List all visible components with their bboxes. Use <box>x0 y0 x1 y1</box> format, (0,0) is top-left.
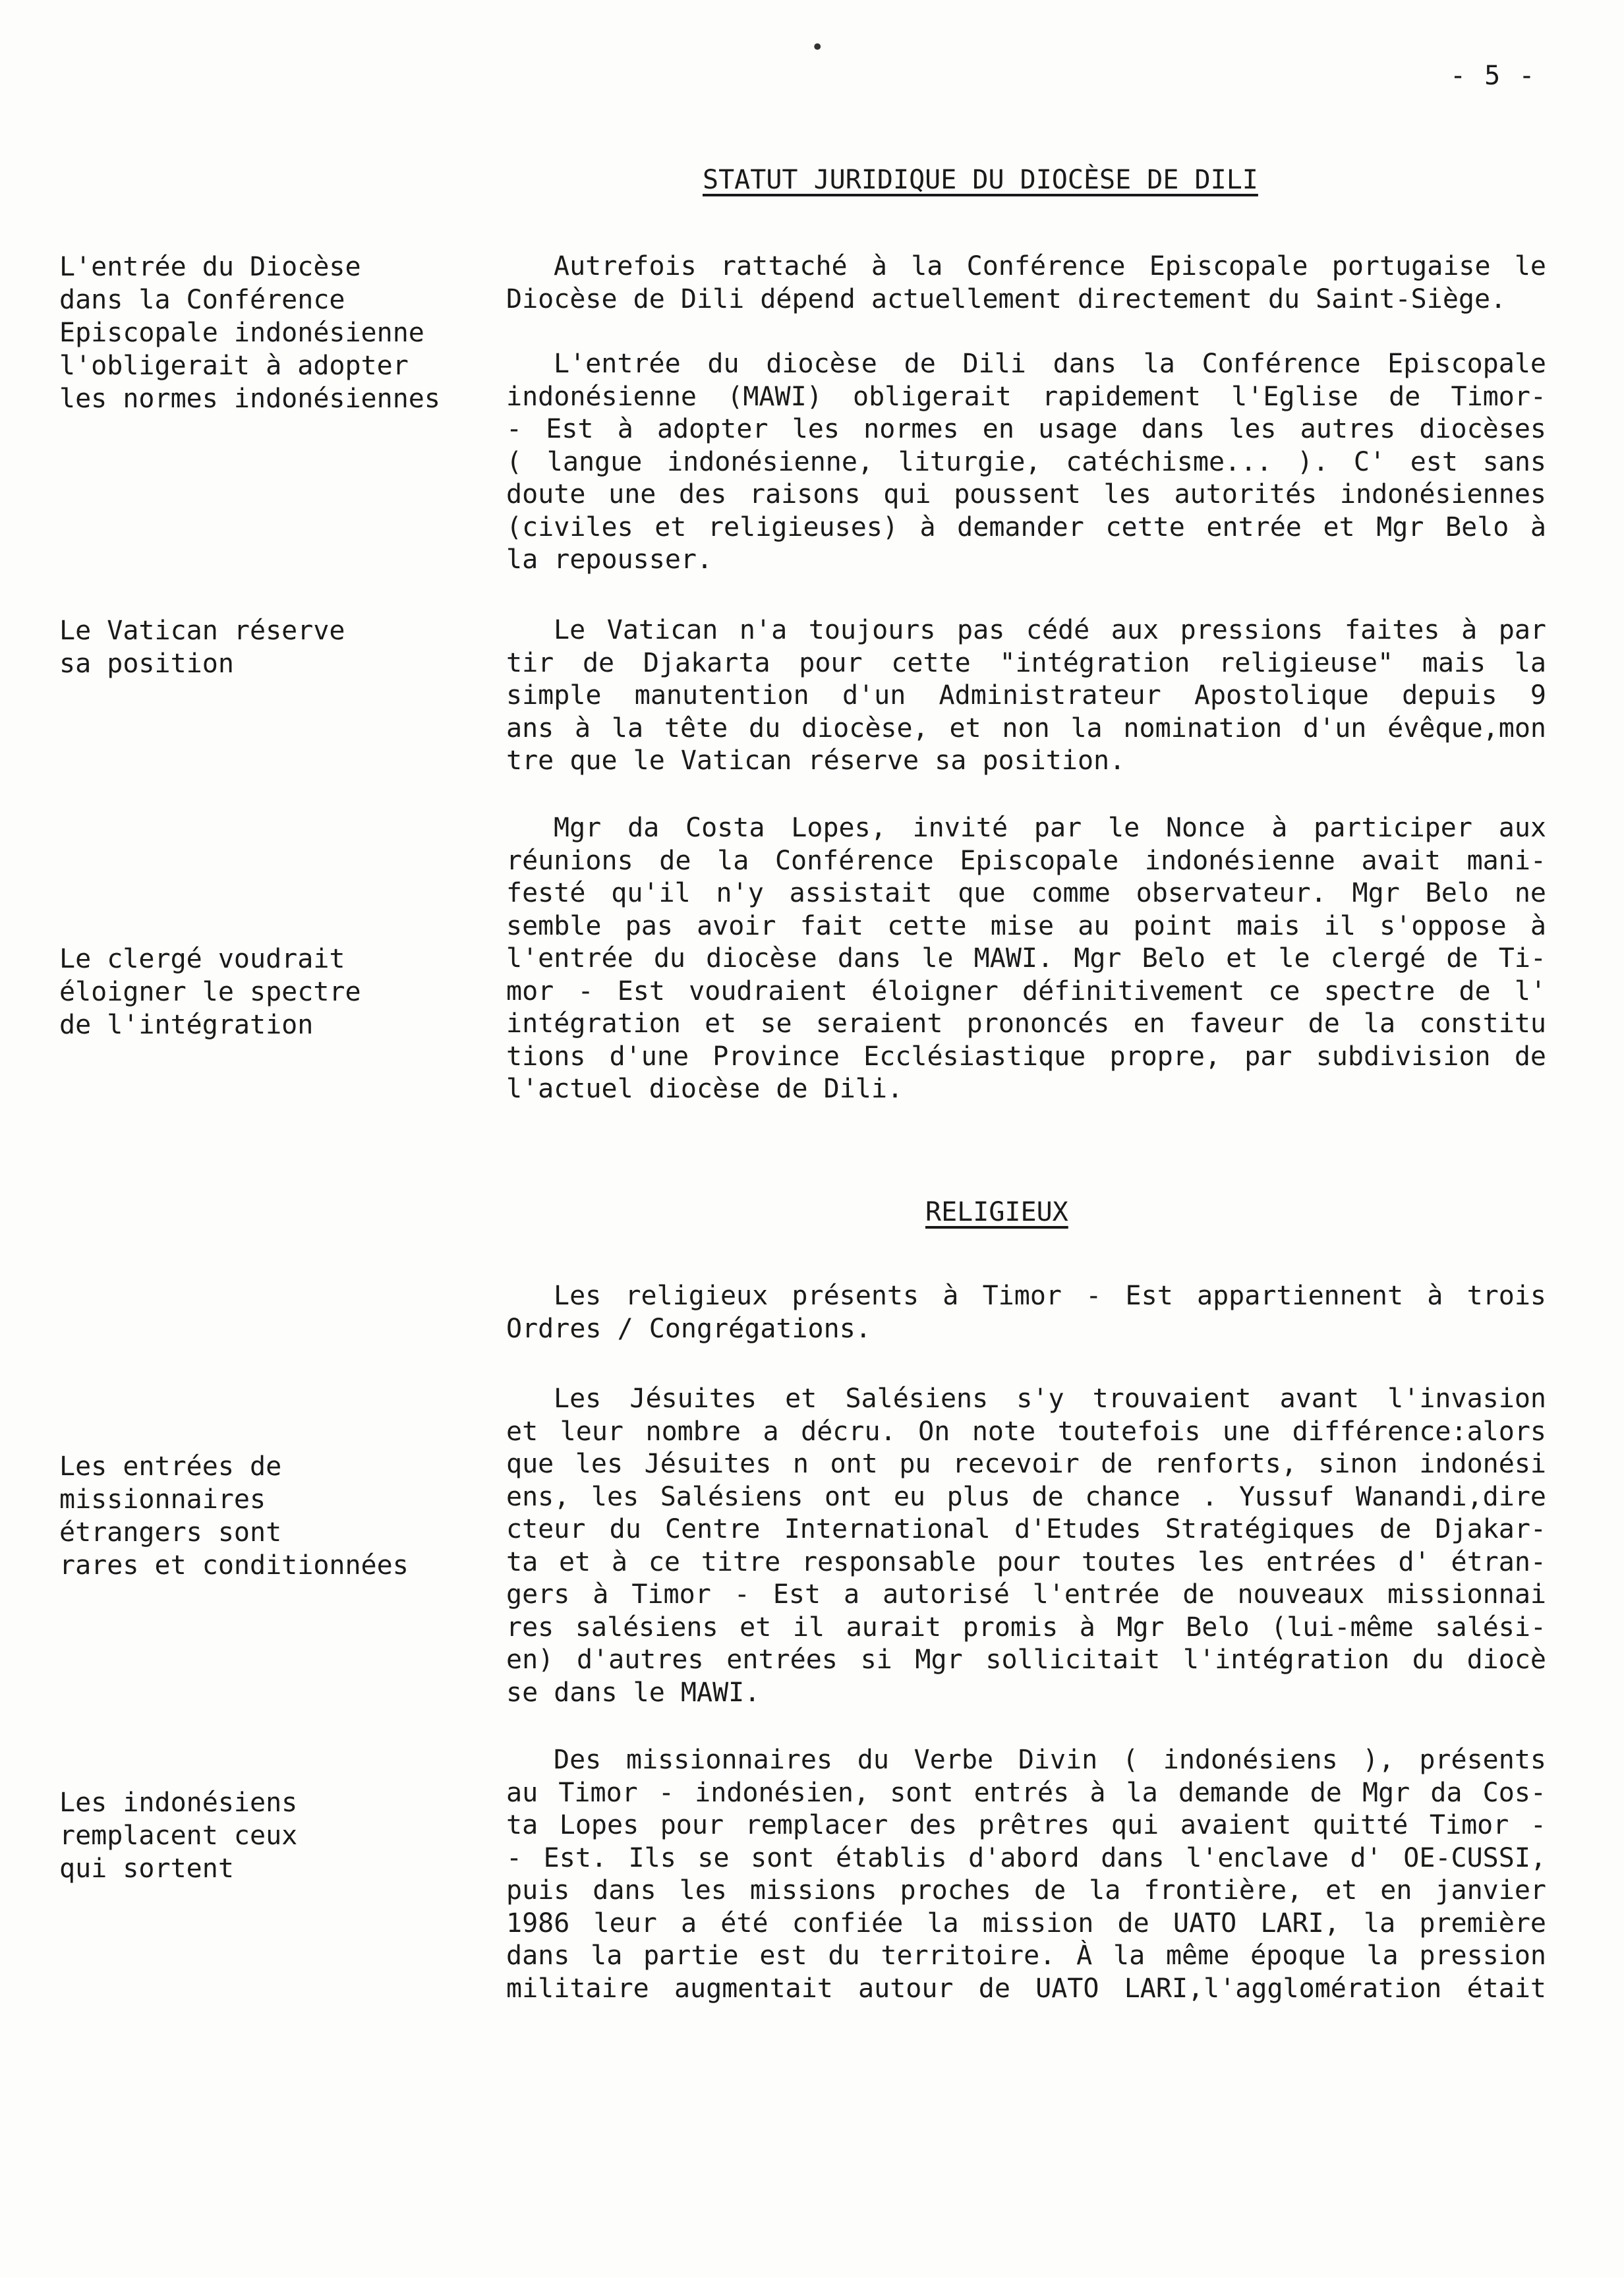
section-heading-religieux: RELIGIEUX <box>925 1197 1068 1227</box>
note-line: sa position <box>59 649 234 679</box>
paragraph-line: gers à Timor - Est a autorisé l'entrée de nouveaux missionnai <box>506 1579 1546 1610</box>
note-line: L'entrée du Diocèse <box>59 252 361 282</box>
paragraph-line: et leur nombre a décru. On note toutefois une différence:alors <box>506 1416 1546 1447</box>
paragraph-line: ans à la tête du diocèse, et non la nomination d'un évêque,mon <box>506 713 1546 744</box>
margin-note-entrees-missionnaires <box>59 1450 468 1582</box>
paragraph-line: ta Lopes pour remplacer des prêtres qui avaient quitté Timor - <box>506 1810 1546 1840</box>
section-heading-statut-juridique: STATUT JURIDIQUE DU DIOCÈSE DE DILI <box>703 165 1258 195</box>
paragraph-line: 1986 leur a été confiée la mission de UATO LARI, la première <box>506 1908 1546 1939</box>
paragraph-line: Les religieux présents à Timor - Est appartiennent à trois <box>554 1281 1546 1311</box>
top-mark: • <box>811 34 825 61</box>
note-line: l'obligerait à adopter <box>59 351 409 381</box>
paragraph-line: ens, les Salésiens ont eu plus de chance . Yussuf Wanandi,dire <box>506 1481 1546 1512</box>
margin-note-entree-diocese <box>59 250 468 415</box>
note-line: remplacent ceux <box>59 1821 298 1851</box>
note-line: rares et conditionnées <box>59 1550 409 1581</box>
paragraph-entree-diocese <box>506 348 1546 577</box>
paragraph-line: cteur du Centre International d'Etudes Stratégiques de Djakar- <box>506 1514 1546 1544</box>
paragraph-line: Mgr da Costa Lopes, invité par le Nonce à participer aux <box>554 813 1546 843</box>
paragraph-line: L'entrée du diocèse de Dili dans la Conférence Episcopale <box>554 349 1546 379</box>
note-line: de l'intégration <box>59 1010 314 1040</box>
paragraph-line: simple manutention d'un Administrateur Apostolique depuis 9 <box>506 680 1546 711</box>
paragraph-line: Ordres / Congrégations. <box>506 1313 871 1344</box>
note-line: Le clergé voudrait <box>59 944 345 974</box>
paragraph-line: intégration et se seraient prononcés en faveur de la constitu <box>506 1008 1546 1039</box>
paragraph-line: réunions de la Conférence Episcopale indonésienne avait mani- <box>506 845 1546 876</box>
paragraph-line: (civiles et religieuses) à demander cette entrée et Mgr Belo à <box>506 511 1546 542</box>
note-line: Le Vatican réserve <box>59 616 345 646</box>
paragraph-line: ( langue indonésienne, liturgie, catéchisme... ). C' est sans <box>506 446 1546 477</box>
paragraph-line: dans la partie est du territoire. À la même époque la pression <box>506 1941 1546 1971</box>
paragraph-line: ta et à ce titre responsable pour toutes les entrées d' étran- <box>506 1546 1546 1577</box>
paragraph-line: festé qu'il n'y assistait que comme observateur. Mgr Belo ne <box>506 878 1546 908</box>
paragraph-religieux-presents <box>506 1280 1546 1345</box>
note-line: éloigner le spectre <box>59 977 361 1007</box>
paragraph-line: la repousser. <box>506 544 713 575</box>
margin-note-clerge <box>59 943 468 1041</box>
note-line: Episcopale indonésienne <box>59 318 424 348</box>
paragraph-line: puis dans les missions proches de la frontière, et en janvier <box>506 1875 1546 1906</box>
paragraph-line: se dans le MAWI. <box>506 1677 761 1708</box>
paragraph-line: Autrefois rattaché à la Conférence Episcopale portugaise le <box>554 251 1546 281</box>
paragraph-line: tre que le Vatican réserve sa position. <box>506 745 1126 776</box>
paragraph-line: Le Vatican n'a toujours pas cédé aux pressions faites à par <box>554 615 1546 645</box>
paragraph-line: l'entrée du diocèse dans le MAWI. Mgr Belo et le clergé de Ti- <box>506 943 1546 974</box>
paragraph-line: semble pas avoir fait cette mise au point mais il s'oppose à <box>506 910 1546 941</box>
margin-note-vatican <box>59 614 468 680</box>
paragraph-line: res salésiens et il aurait promis à Mgr Belo (lui-même salési- <box>506 1612 1546 1643</box>
paragraph-line: Diocèse de Dili dépend actuellement directement du Saint-Siège. <box>506 283 1507 314</box>
paragraph-line: - Est. Ils se sont établis d'abord dans l'enclave d' OE-CUSSI, <box>506 1842 1546 1873</box>
paragraph-line: au Timor - indonésien, sont entrés à la demande de Mgr da Cos- <box>506 1777 1546 1808</box>
paragraph-line: Les Jésuites et Salésiens s'y trouvaient avant l'invasion <box>554 1384 1546 1414</box>
note-line: qui sortent <box>59 1854 234 1884</box>
note-line: dans la Conférence <box>59 285 345 315</box>
page-number: - 5 - <box>1450 61 1536 91</box>
note-line: Les indonésiens <box>59 1788 298 1818</box>
paragraph-vatican <box>506 614 1546 778</box>
paragraph-line: l'actuel diocèse de Dili. <box>506 1074 904 1104</box>
paragraph-verbe-divin <box>506 1744 1546 2005</box>
paragraph-line: mor - Est voudraient éloigner définitivement ce spectre de l' <box>506 976 1546 1007</box>
paragraph-autrefois <box>506 250 1546 316</box>
note-line: missionnaires <box>59 1484 266 1515</box>
paragraph-line: tir de Djakarta pour cette "intégration religieuse" mais la <box>506 647 1546 678</box>
paragraph-line: indonésienne (MAWI) obligerait rapidement l'Eglise de Timor- <box>506 381 1546 412</box>
paragraph-line: en) d'autres entrées si Mgr sollicitait l'intégration du diocè <box>506 1645 1546 1675</box>
paragraph-line: que les Jésuites n ont pu recevoir de renforts, sinon indonési <box>506 1449 1546 1479</box>
note-line: étrangers sont <box>59 1517 282 1548</box>
paragraph-line: - Est à adopter les normes en usage dans les autres diocèses <box>506 414 1546 444</box>
margin-note-indonesiens <box>59 1786 468 1885</box>
paragraph-line: doute une des raisons qui poussent les autorités indonésiennes <box>506 479 1546 510</box>
note-line: Les entrées de <box>59 1451 282 1482</box>
paragraph-line: Des missionnaires du Verbe Divin ( indonésiens ), présents <box>554 1745 1546 1775</box>
note-line: les normes indonésiennes <box>59 384 440 414</box>
paragraph-jesuites-salesiens <box>506 1383 1546 1709</box>
paragraph-line: tions d'une Province Ecclésiastique propre, par subdivision de <box>506 1041 1546 1072</box>
paragraph-line: militaire augmentait autour de UATO LARI,l'agglomération était <box>506 1973 1546 2004</box>
paragraph-costa-lopes <box>506 812 1546 1106</box>
